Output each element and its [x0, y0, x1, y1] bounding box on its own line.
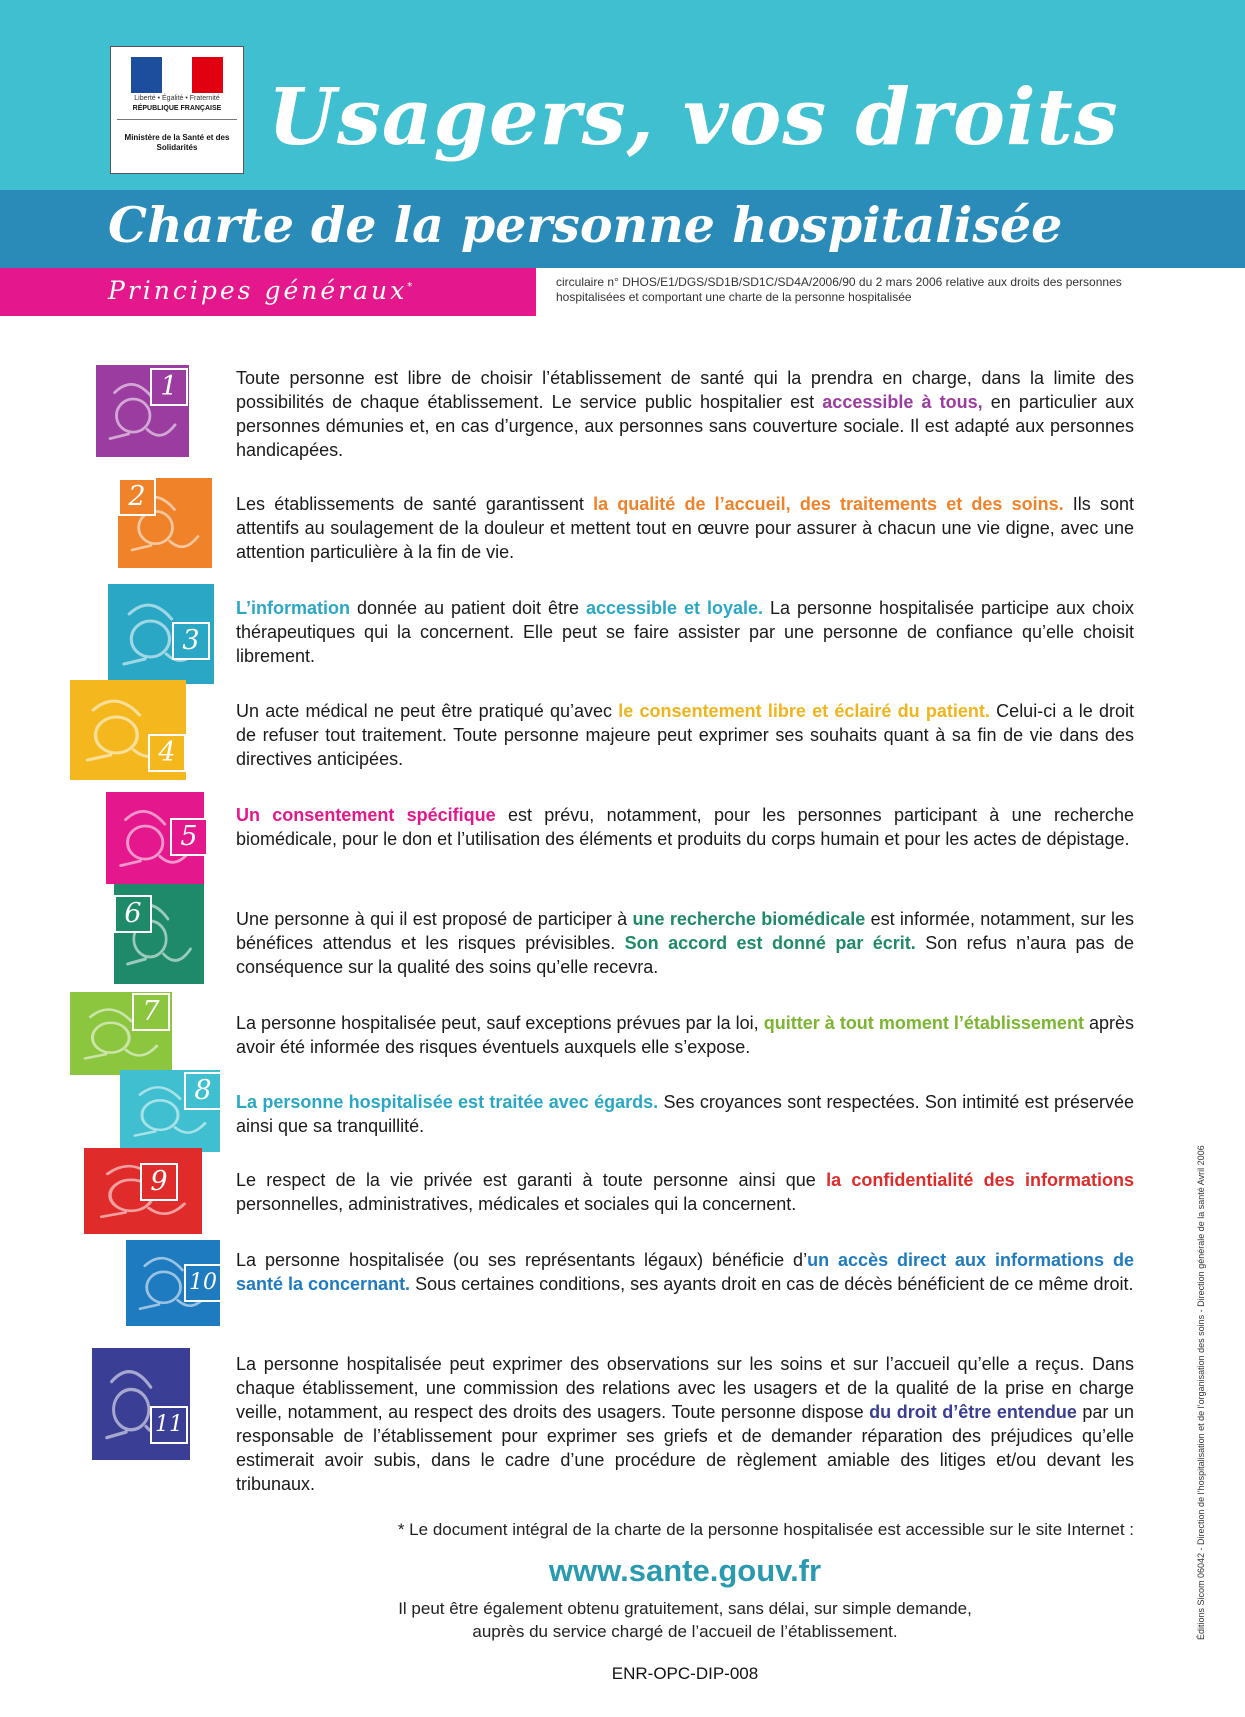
- footnote-mark: *: [407, 281, 416, 293]
- charter-item-7: [236, 1011, 1134, 1059]
- availability-line-1: Il peut être également obtenu gratuitement, sans délai, sur simple demande,: [398, 1599, 972, 1618]
- item-number-badge: 9: [140, 1163, 178, 1201]
- item-highlight: accessible à tous,: [822, 392, 983, 412]
- item-highlight: le consentement libre et éclairé du patient.: [618, 701, 990, 721]
- charter-item-11: [236, 1352, 1134, 1496]
- marianne-flag-icon: [131, 57, 223, 93]
- item-text: La personne hospitalisée (ou ses représentants légaux) bénéficie d’: [236, 1250, 808, 1270]
- item-number-badge: 6: [114, 895, 152, 933]
- item-text: Toute personne est libre de choisir l’établissement de santé qui la prendra en charge, dans la limite des possibilités de chaque établissement. Le service public hospitalier est: [236, 368, 1134, 412]
- item-text: par un responsable de l’établissement pour exprimer ses griefs et de demander réparation des préjudices qu’elle estimerait avoir subis, dans le cadre d’une procédure de règlement amiable des litiges et/ou devant les tribunaux.: [236, 1402, 1134, 1494]
- item-number-badge: 11: [150, 1406, 188, 1444]
- logo-republic: RÉPUBLIQUE FRANÇAISE: [132, 105, 222, 112]
- item-highlight: la confidentialité des informations: [826, 1170, 1134, 1190]
- availability-text: [0, 1597, 1245, 1643]
- item-highlight: accessible et loyale.: [585, 598, 763, 618]
- document-code: ENR-OPC-DIP-008: [611, 1664, 759, 1683]
- availability-line-2: auprès du service chargé de l’accueil de l’établissement.: [472, 1622, 898, 1641]
- item-number-badge: 2: [118, 478, 156, 516]
- page-subtitle: Charte de la personne hospitalisée: [108, 196, 1063, 254]
- item-highlight: L’information: [236, 598, 350, 618]
- item-text: en particulier aux personnes démunies et, en cas d’urgence, aux personnes sans couverture sociale. Il est adapté aux personnes handicapées.: [236, 392, 1135, 460]
- item-text: donnée au patient doit être: [350, 598, 586, 618]
- item-highlight: un accès direct aux informations de santé la concernant.: [236, 1250, 1134, 1294]
- item-text: Son refus n’aura pas de conséquence sur la qualité des soins qu’elle recevra.: [236, 933, 1134, 977]
- item-number-badge: 10: [184, 1264, 222, 1302]
- republic-logo: [110, 46, 244, 174]
- item-text: Ils sont attentifs au soulagement de la douleur et mettent tout en œuvre pour assurer à chacun une vie digne, avec une attention particulière à la fin de vie.: [236, 494, 1134, 562]
- page-title: Usagers, vos droits: [268, 72, 1119, 163]
- item-highlight: Un consentement spécifique: [236, 805, 496, 825]
- item-number-badge: 4: [148, 734, 186, 772]
- item-text: Le respect de la vie privée est garanti à toute personne ainsi que: [236, 1170, 827, 1190]
- charter-item-4: [236, 699, 1134, 771]
- charter-item-10: [236, 1248, 1134, 1296]
- charter-item-3: [236, 596, 1134, 668]
- charter-item-5: [236, 803, 1134, 851]
- item-number-badge: 7: [132, 993, 170, 1031]
- item-number-badge: 3: [172, 622, 210, 660]
- item-text: Une personne à qui il est proposé de participer à: [236, 909, 633, 929]
- charter-item-1: [236, 366, 1134, 462]
- item-highlight: La personne hospitalisée est traitée avec égards.: [236, 1092, 659, 1112]
- item-text: La personne hospitalisée participe aux choix thérapeutiques qui la concernent. Elle peut se faire assister par une personne de confiance qu’elle choisit librement.: [236, 598, 1134, 666]
- logo-motto: Liberté • Égalité • Fraternité: [134, 95, 220, 102]
- item-text: La personne hospitalisée peut exprimer des observations sur les soins et sur l’accueil qu’elle a reçus. Dans chaque établissement, une commission des relations avec les usagers et de la qualité de la prise en charge veille, notamment, au respect des droits des usagers. Toute personne dispose: [236, 1354, 1134, 1422]
- item-highlight: quitter à tout moment l’établissement: [763, 1013, 1084, 1033]
- item-text: Ses croyances sont respectées. Son intimité est préservée ainsi que sa tranquillité.: [236, 1092, 1135, 1136]
- edition-credit: Éditions Sicom 06042 - Direction de l’hospitalisation et de l’organisation des soins - Direction générale de la santé Avril 2006: [1196, 1145, 1206, 1640]
- item-highlight: la qualité de l’accueil, des traitements et des soins.: [593, 494, 1064, 514]
- section-label: [108, 276, 415, 305]
- item-text: après avoir été informée des risques éventuels auxquels elle s’expose.: [236, 1013, 1135, 1057]
- footnote: * Le document intégral de la charte de la personne hospitalisée est accessible sur le site Internet :: [397, 1520, 1134, 1539]
- item-text: est prévu, notamment, pour les personnes participant à une recherche biomédicale, pour le don et l’utilisation des éléments et produits du corps humain et pour les actes de dépistage.: [236, 805, 1134, 849]
- item-number-badge: 5: [170, 818, 208, 856]
- charter-item-9: [236, 1168, 1134, 1216]
- logo-divider: [117, 119, 237, 120]
- section-label-text: Principes généraux: [108, 276, 408, 305]
- item-text: Celui-ci a le droit de refuser tout traitement. Toute personne majeure peut exprimer ses souhaits quant à sa fin de vie dans des directives anticipées.: [236, 701, 1134, 769]
- item-highlight: du droit d’être entendue: [869, 1402, 1077, 1422]
- charter-item-8: [236, 1090, 1134, 1138]
- circulaire-reference: circulaire n° DHOS/E1/DGS/SD1B/SD1C/SD4A/2006/90 du 2 mars 2006 relative aux droits des personnes hospitalisées et comportant une charte de la personne hospitalisée: [556, 275, 1122, 304]
- charter-item-6: [236, 907, 1134, 979]
- item-text: Sous certaines conditions, ses ayants droit en cas de décès bénéficient de ce même droit.: [410, 1274, 1134, 1294]
- item-text: Les établissements de santé garantissent: [236, 494, 594, 514]
- item-text: La personne hospitalisée peut, sauf exceptions prévues par la loi,: [236, 1013, 764, 1033]
- item-highlight: Son accord est donné par écrit.: [624, 933, 916, 953]
- item-text: Un acte médical ne peut être pratiqué qu’avec: [236, 701, 619, 721]
- website-link[interactable]: www.sante.gouv.fr: [548, 1553, 822, 1588]
- charter-item-2: [236, 492, 1134, 564]
- item-text: est informée, notamment, sur les bénéfices attendus et les risques prévisibles.: [236, 909, 1135, 953]
- item-number-badge: 1: [150, 368, 188, 406]
- logo-ministry: Ministère de la Santé et des Solidarités: [124, 133, 230, 152]
- item-number-badge: 8: [184, 1072, 222, 1110]
- item-text: personnelles, administratives, médicales et sociales qui la concernent.: [236, 1194, 797, 1214]
- item-highlight: une recherche biomédicale: [632, 909, 866, 929]
